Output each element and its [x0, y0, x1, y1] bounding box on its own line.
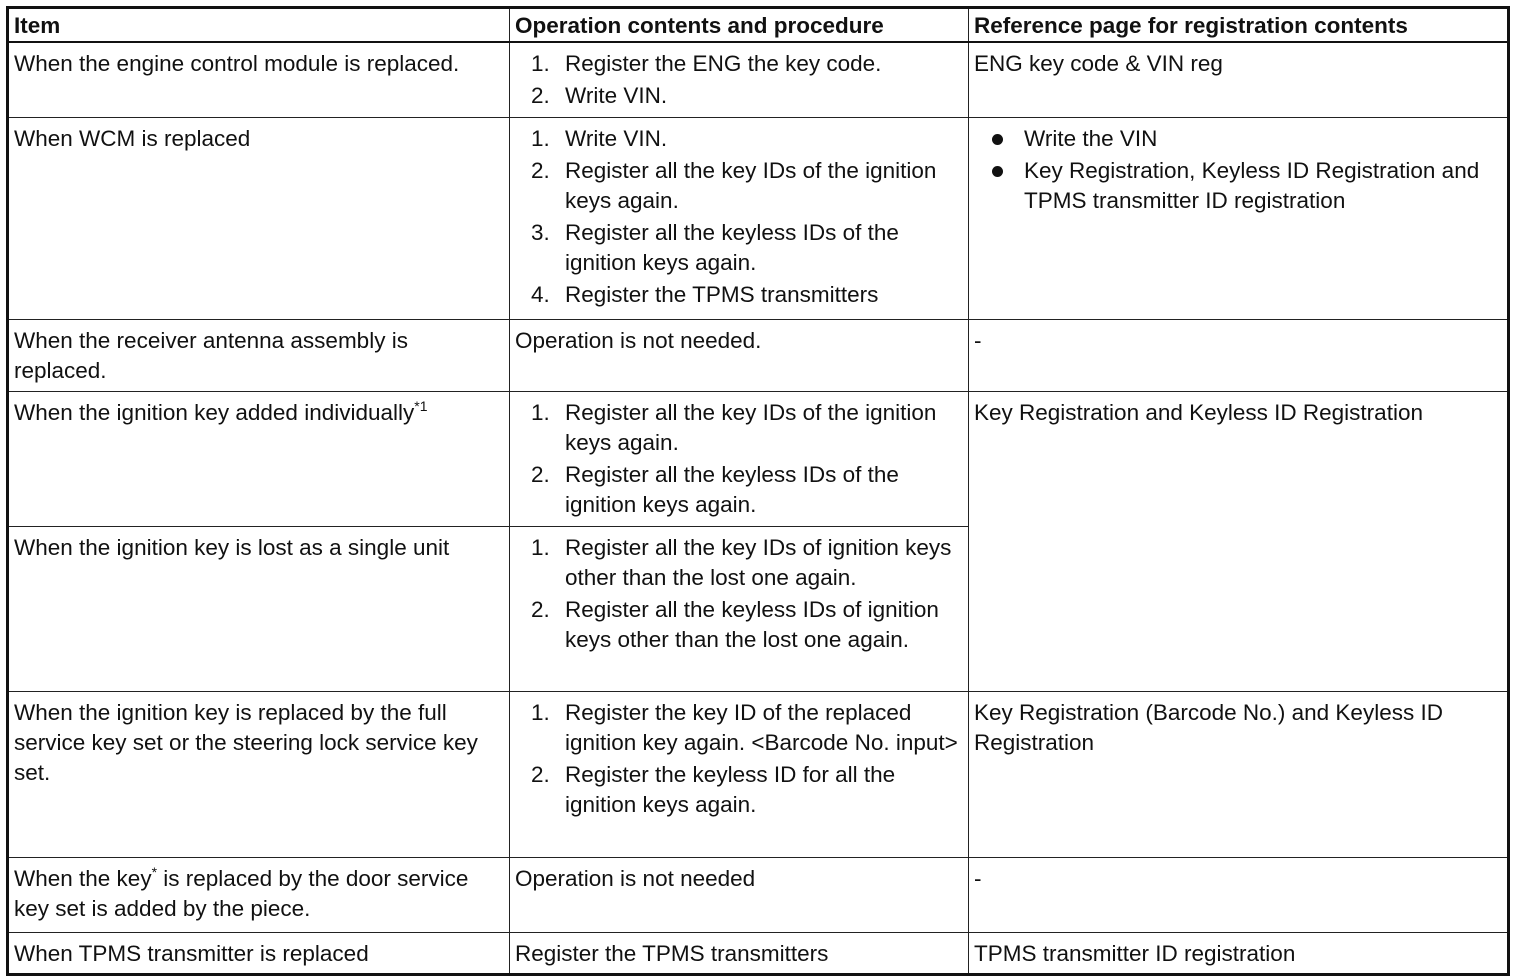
header-operation: Operation contents and procedure — [510, 8, 969, 43]
step-item: 2. Register the keyless ID for all the ignition keys again. — [531, 762, 896, 817]
key-registration-table — [6, 6, 1510, 976]
item-cell: When the ignition key is lost as a single unit — [8, 527, 510, 692]
bullet-item: Write the VIN — [974, 124, 1501, 154]
bullet-icon — [992, 166, 1003, 177]
operation-cell — [510, 392, 969, 527]
step-item: 2. Write VIN. — [531, 83, 668, 108]
item-cell: When TPMS transmitter is replaced — [8, 933, 510, 975]
table-row — [8, 858, 1509, 933]
step-item: 1. Write VIN. — [531, 126, 668, 151]
reference-cell: TPMS transmitter ID registration — [969, 933, 1509, 975]
operation-cell — [510, 118, 969, 320]
step-list — [515, 698, 962, 820]
reference-bullet-list — [974, 124, 1501, 216]
table-row — [8, 692, 1509, 858]
table-row — [8, 392, 1509, 527]
item-cell: When WCM is replaced — [8, 118, 510, 320]
step-item: 2. Register all the keyless IDs of ignition keys other than the lost one again. — [531, 597, 939, 652]
table-row — [8, 933, 1509, 975]
header-row — [8, 8, 1509, 43]
reference-cell: ENG key code & VIN reg — [969, 42, 1509, 118]
step-item: 1. Register the ENG the key code. — [531, 51, 882, 76]
step-list — [515, 533, 962, 655]
table-row — [8, 118, 1509, 320]
item-cell: When the receiver antenna assembly is replaced. — [8, 320, 510, 392]
operation-cell — [510, 42, 969, 118]
item-cell: When the engine control module is replaced. — [8, 42, 510, 118]
item-cell: When the key* is replaced by the door service key set is added by the piece. — [8, 858, 510, 933]
header-reference: Reference page for registration contents — [969, 8, 1509, 43]
table-row — [8, 42, 1509, 118]
operation-cell: Operation is not needed — [510, 858, 969, 933]
operation-cell — [510, 527, 969, 692]
step-item: 4. Register the TPMS transmitters — [531, 282, 879, 307]
step-item: 3. Register all the keyless IDs of the ignition keys again. — [531, 220, 899, 275]
step-item: 1. Register all the key IDs of the ignition keys again. — [531, 400, 937, 455]
step-list — [515, 49, 962, 111]
operation-cell: Register the TPMS transmitters — [510, 933, 969, 975]
operation-cell: Operation is not needed. — [510, 320, 969, 392]
bullet-icon — [992, 134, 1003, 145]
item-cell: When the ignition key added individually$^{*1}$ — [8, 392, 510, 527]
reference-cell: - — [969, 858, 1509, 933]
reference-cell: - — [969, 320, 1509, 392]
step-item: 1. Register the key ID of the replaced ignition key again. <Barcode No. input> — [531, 700, 958, 755]
reference-cell: Key Registration and Keyless ID Registration — [969, 392, 1509, 692]
bullet-item: Key Registration, Keyless ID Registration and TPMS transmitter ID registration — [974, 156, 1501, 216]
table-row — [8, 320, 1509, 392]
footnote-marker: * — [151, 864, 158, 880]
reference-cell — [969, 118, 1509, 320]
step-list — [515, 124, 962, 310]
footnote-marker: *1 — [414, 398, 428, 414]
step-item: 2. Register all the keyless IDs of the ignition keys again. — [531, 462, 899, 517]
step-item: 2. Register all the key IDs of the ignition keys again. — [531, 158, 937, 213]
step-item: 1. Register all the key IDs of ignition keys other than the lost one again. — [531, 535, 952, 590]
step-list — [515, 398, 962, 520]
operation-cell — [510, 692, 969, 858]
reference-cell: Key Registration (Barcode No.) and Keyless ID Registration — [969, 692, 1509, 858]
header-item: Item — [8, 8, 510, 43]
item-cell: When the ignition key is replaced by the full service key set or the steering lock service key set. — [8, 692, 510, 858]
